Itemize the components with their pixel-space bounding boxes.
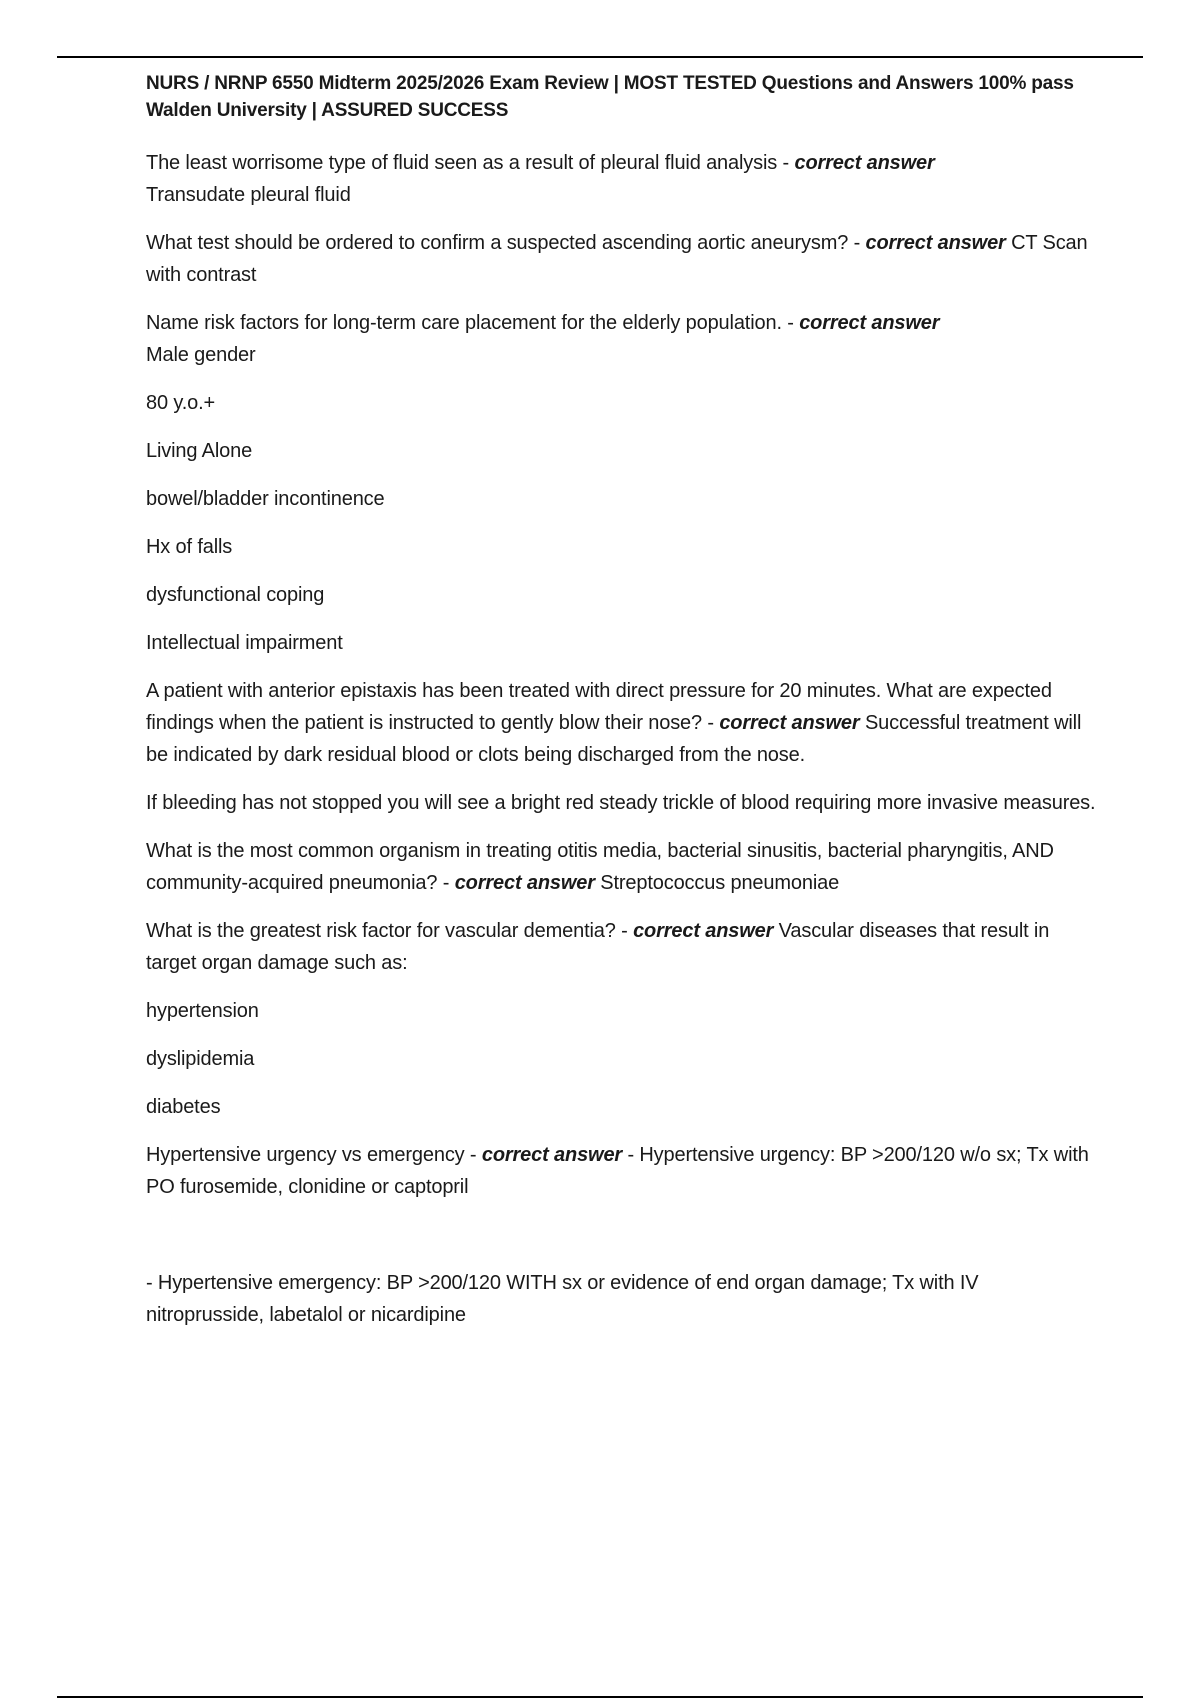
question-text: What test should be ordered to confirm a suspected ascending aortic aneurysm? - [146,232,866,254]
qa-hypertensive [146,1139,1096,1203]
answer-text: Successful treatment will be indicated by dark residual blood or clots being discharged from the nose. [146,712,1082,766]
question-text: Name risk factors for long-term care placement for the elderly population. - [146,312,800,334]
answer-marker: correct answer [719,712,860,734]
answer-text: - Hypertensive urgency: BP >200/120 w/o sx; Tx with PO furosemide, clonidine or captopril [146,1144,1089,1198]
qa-common-organism [146,835,1096,899]
list-item: bowel/bladder incontinence [146,488,385,510]
question-text: A patient with anterior epistaxis has been treated with direct pressure for 20 minutes. What are expected findings when the patient is instructed to gently blow their nose? - [146,680,1052,734]
answer-text: CT Scan with contrast [146,232,1088,286]
qa-vascular-dementia [146,915,1096,979]
answer-marker: correct answer [454,872,595,894]
question-text: What is the most common organism in treating otitis media, bacterial sinusitis, bacterial pharyngitis, AND community-acquired pneumonia? - [146,840,1054,894]
list-item: Hx of falls [146,536,233,558]
document-body [146,70,1096,1347]
qa-aortic-aneurysm [146,227,1096,291]
list-item: dysfunctional coping [146,584,325,606]
answer-marker: correct answer [799,312,940,334]
bottom-rule [57,1696,1143,1698]
list-item: 80 y.o.+ [146,392,216,414]
answer-continuation: If bleeding has not stopped you will see a bright red steady trickle of blood requiring more invasive measures. [146,792,1096,814]
blank-space [146,1219,1096,1267]
qa-long-term-care [146,307,1096,371]
answer-text: Male gender [146,344,256,366]
question-text: What is the greatest risk factor for vascular dementia? - [146,920,634,942]
answer-marker: correct answer [633,920,774,942]
answer-text: Transudate pleural fluid [146,184,351,206]
top-rule [57,56,1143,58]
qa-epistaxis [146,675,1096,771]
answer-marker: correct answer [794,152,935,174]
list-item: Living Alone [146,440,253,462]
list-item: hypertension [146,1000,259,1022]
answer-text: Vascular diseases that result in target organ damage such as: [146,920,1050,974]
answer-marker: correct answer [865,232,1006,254]
answer-marker: correct answer [481,1144,623,1166]
list-item: diabetes [146,1096,221,1118]
list-item: dyslipidemia [146,1048,255,1070]
answer-continuation: - Hypertensive emergency: BP >200/120 WITH sx or evidence of end organ damage; Tx with IV nitroprusside, labetalol or nicardipine [146,1272,979,1326]
list-item: Intellectual impairment [146,632,343,654]
question-text: The least worrisome type of fluid seen as a result of pleural fluid analysis - [146,152,795,174]
qa-pleural-fluid [146,147,1096,211]
document-title: NURS / NRNP 6550 Midterm 2025/2026 Exam Review | MOST TESTED Questions and Answers 100% pass Walden University | ASSURED SUCCESS [146,73,1074,121]
answer-text: Streptococcus pneumoniae [594,872,840,894]
question-text: Hypertensive urgency vs emergency - [146,1144,482,1166]
